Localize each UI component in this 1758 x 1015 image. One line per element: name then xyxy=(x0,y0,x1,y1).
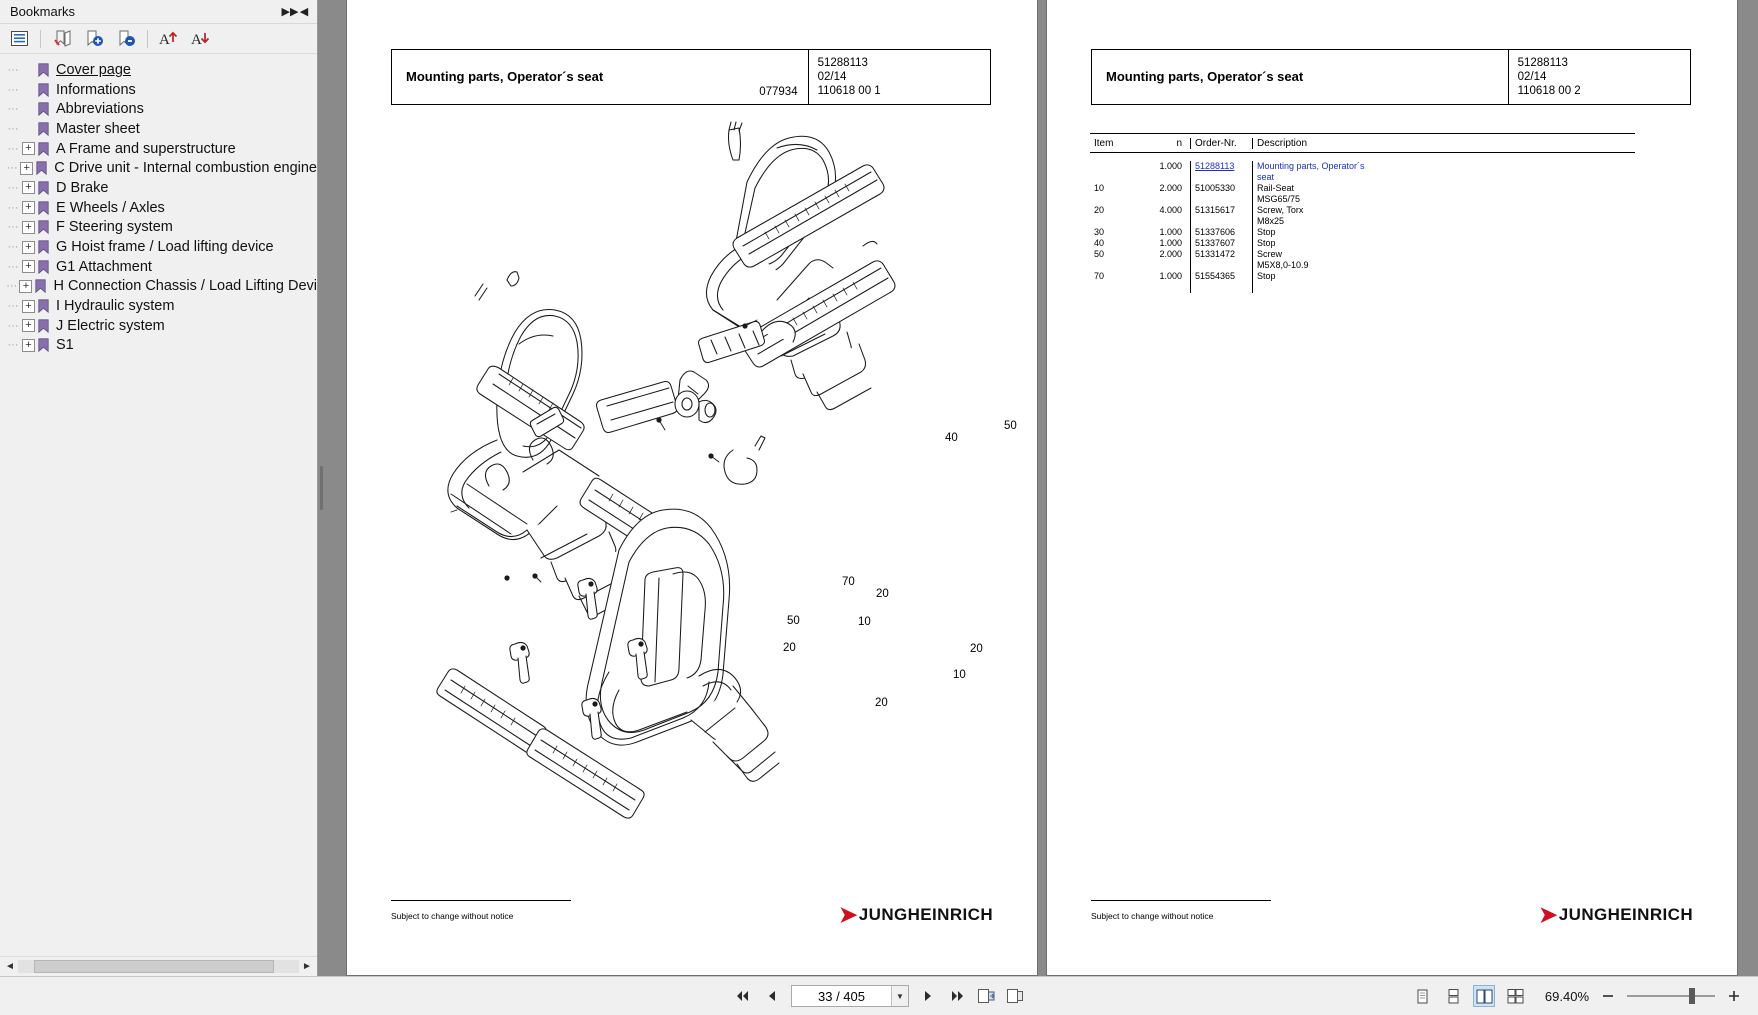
table-row[interactable] xyxy=(1090,183,1635,205)
logo-mark-icon: ➤ xyxy=(838,902,858,927)
page-number-input[interactable] xyxy=(791,985,909,1007)
cell-description: Screw xyxy=(1252,249,1635,260)
bookmark-icon xyxy=(38,201,49,215)
cell-spacer xyxy=(1190,260,1252,271)
tree-guide-dots: ··· xyxy=(7,63,19,76)
column-header-item: Item xyxy=(1094,137,1114,149)
first-page-icon[interactable] xyxy=(733,986,753,1006)
cell-spacer xyxy=(1090,194,1142,205)
parts-table-header xyxy=(1090,133,1635,153)
bookmark-label: G Hoist frame / Load lifting device xyxy=(56,239,274,256)
table-divider-2 xyxy=(1252,161,1253,293)
bookmark-item-2[interactable] xyxy=(0,99,317,119)
title-block-right xyxy=(1091,49,1691,105)
jungheinrich-logo-right xyxy=(1539,903,1693,925)
bookmark-label: Cover page xyxy=(56,61,131,78)
callout-50: 50 xyxy=(1004,420,1017,432)
scroll-track[interactable] xyxy=(18,960,299,973)
bookmark-label: E Wheels / Axles xyxy=(56,199,165,216)
title-block-date: 02/14 xyxy=(817,71,847,84)
double-chevron-right-icon[interactable]: ▶▶ xyxy=(281,6,299,18)
cell-item: 40 xyxy=(1094,238,1105,248)
scroll-left-arrow-icon[interactable]: ◄ xyxy=(5,961,15,972)
table-row[interactable] xyxy=(1090,161,1635,183)
tree-guide-dots: ··· xyxy=(7,300,19,313)
cell-order-nr: 51331472 xyxy=(1190,249,1252,260)
tree-guide-dots: ··· xyxy=(7,142,19,155)
bookmark-label: H Connection Chassis / Load Lifting Devi xyxy=(53,278,317,295)
bookmark-icon xyxy=(38,102,49,116)
tree-guide-dots: ··· xyxy=(7,260,19,273)
expand-toggle-icon[interactable]: + xyxy=(19,280,32,293)
cell-n: 1.000 xyxy=(1159,238,1182,248)
view-and-zoom-group xyxy=(1411,985,1744,1007)
cell-spacer xyxy=(1142,216,1190,227)
cell-item: 50 xyxy=(1094,249,1105,259)
cell-spacer xyxy=(1090,260,1142,271)
logo-text: JUNGHEINRICH xyxy=(1558,905,1693,924)
increase-text-size-icon[interactable] xyxy=(158,28,180,50)
footer-rule-left xyxy=(391,900,571,901)
panel-splitter[interactable] xyxy=(318,0,326,976)
zoom-slider-track xyxy=(1627,995,1715,997)
title-block-part-number: 51288113 xyxy=(817,57,868,69)
cell-description-line2: MSG65/75 xyxy=(1252,194,1635,205)
cell-order-nr[interactable]: 51288113 xyxy=(1190,161,1252,172)
title-block-name: Mounting parts, Operator´s seat xyxy=(1106,69,1304,84)
footer-note-left: Subject to change without notice xyxy=(391,911,514,921)
bookmark-icon xyxy=(38,142,49,156)
title-block-sheet: 110618 00 1 xyxy=(817,85,881,98)
bookmark-icon xyxy=(36,161,47,175)
title-block-date: 02/14 xyxy=(1517,71,1547,84)
bookmark-item-13[interactable] xyxy=(0,316,317,336)
bookmarks-panel xyxy=(0,0,318,976)
title-block-name: Mounting parts, Operator´s seat xyxy=(406,69,604,84)
expand-toggle-icon[interactable]: + xyxy=(22,142,35,155)
cell-description: Stop xyxy=(1252,227,1635,238)
tree-guide-dots: ··· xyxy=(7,201,19,214)
previous-page-icon[interactable] xyxy=(762,986,782,1006)
bookmark-label: A Frame and superstructure xyxy=(56,140,236,157)
svg-text:A: A xyxy=(158,32,170,48)
page-navigation-group xyxy=(733,985,1025,1007)
page-right[interactable] xyxy=(1047,0,1737,975)
bookmarks-panel-header xyxy=(0,0,317,24)
cell-n: 1.000 xyxy=(1159,271,1182,281)
zoom-level-value[interactable]: 69.40% xyxy=(1544,988,1589,1004)
cell-description: Stop xyxy=(1252,271,1635,282)
column-header-n: n xyxy=(1176,137,1182,149)
cell-description: Screw, Torx xyxy=(1252,205,1635,216)
callout-20-d: 20 xyxy=(875,697,888,709)
cell-description: Stop xyxy=(1252,238,1635,249)
bookmarks-tree[interactable] xyxy=(0,54,317,956)
bookmark-item-0[interactable] xyxy=(0,60,317,80)
cell-n: 1.000 xyxy=(1159,161,1182,171)
cell-description-line2: M5X8,0-10.9 xyxy=(1252,260,1635,271)
expand-toggle-icon[interactable]: + xyxy=(20,162,33,175)
bookmark-label: S1 xyxy=(56,337,74,354)
table-row[interactable] xyxy=(1090,227,1635,238)
table-row[interactable] xyxy=(1090,238,1635,249)
logo-mark-icon: ➤ xyxy=(1538,902,1558,927)
expand-toggle-icon[interactable]: + xyxy=(22,339,35,352)
bookmark-icon xyxy=(35,279,46,293)
cell-description: Rail-Seat xyxy=(1252,183,1635,194)
cell-spacer xyxy=(1142,172,1190,183)
bookmark-item-1[interactable] xyxy=(0,80,317,100)
bookmark-label: D Brake xyxy=(56,179,109,196)
cell-description: Mounting parts, Operator´s xyxy=(1252,161,1635,172)
bookmark-icon xyxy=(38,122,49,136)
bookmark-item-14[interactable] xyxy=(0,336,317,356)
find-bookmark-icon[interactable] xyxy=(51,28,73,50)
table-row[interactable] xyxy=(1090,205,1635,227)
scroll-thumb[interactable] xyxy=(34,960,274,973)
bookmark-icon xyxy=(38,240,49,254)
decrease-text-size-icon[interactable] xyxy=(190,28,212,50)
bookmark-item-9[interactable] xyxy=(0,237,317,257)
expand-toggle-icon[interactable]: + xyxy=(22,201,35,214)
bookmark-item-3[interactable] xyxy=(0,119,317,139)
document-viewport[interactable] xyxy=(326,0,1758,976)
cell-spacer xyxy=(1190,194,1252,205)
title-block-drawing-number: 077934 xyxy=(759,86,798,98)
bookmarks-horizontal-scrollbar[interactable] xyxy=(0,956,317,976)
bookmark-label: C Drive unit - Internal combustion engine xyxy=(54,160,317,177)
table-row[interactable] xyxy=(1090,249,1635,271)
next-page-icon[interactable] xyxy=(918,986,938,1006)
bookmark-icon xyxy=(38,63,49,77)
bookmark-label: F Steering system xyxy=(56,219,173,236)
tree-guide-dots: ··· xyxy=(7,319,19,332)
tree-guide-dots: ··· xyxy=(7,122,19,135)
svg-text:A: A xyxy=(190,32,202,48)
continuous-scroll-icon[interactable] xyxy=(1442,985,1464,1007)
list-options-icon[interactable] xyxy=(8,28,30,50)
bookmark-item-6[interactable] xyxy=(0,178,317,198)
cell-item: 70 xyxy=(1094,271,1105,281)
toolbar-divider-2 xyxy=(147,30,148,48)
jungheinrich-logo-left xyxy=(839,903,993,925)
tree-guide-dots: ··· xyxy=(7,241,19,254)
page-left[interactable] xyxy=(347,0,1037,975)
cell-order-nr: 51005330 xyxy=(1190,183,1252,194)
bookmark-item-11[interactable] xyxy=(0,277,317,297)
last-page-icon[interactable] xyxy=(947,986,967,1006)
bookmark-item-8[interactable] xyxy=(0,218,317,238)
cell-n: 2.000 xyxy=(1159,183,1182,193)
single-page-view-icon[interactable] xyxy=(1411,985,1433,1007)
title-block-part-number: 51288113 xyxy=(1517,57,1568,69)
bookmark-icon xyxy=(38,220,49,234)
parts-table xyxy=(1090,133,1635,282)
callout-10-a: 10 xyxy=(858,616,871,628)
table-divider-1 xyxy=(1190,161,1191,293)
callout-20-c: 20 xyxy=(970,643,983,655)
tree-guide-dots: ··· xyxy=(7,181,19,194)
cell-spacer xyxy=(1142,194,1190,205)
toolbar-divider xyxy=(40,30,41,48)
cell-n: 1.000 xyxy=(1159,227,1182,237)
zoom-slider[interactable] xyxy=(1627,988,1715,1004)
expand-toggle-icon[interactable]: + xyxy=(22,260,35,273)
bookmark-icon xyxy=(38,299,49,313)
two-page-scroll-icon[interactable] xyxy=(1504,985,1526,1007)
tree-guide-dots: ··· xyxy=(6,280,18,293)
cell-spacer xyxy=(1090,216,1142,227)
bookmark-label: J Electric system xyxy=(56,317,165,334)
tree-guide-dots: ··· xyxy=(6,162,18,175)
bookmark-label: G1 Attachment xyxy=(56,258,152,275)
page-number-value: 33 / 405 xyxy=(818,988,865,1004)
logo-text: JUNGHEINRICH xyxy=(858,905,993,924)
bookmark-icon xyxy=(38,260,49,274)
callout-50-b: 50 xyxy=(787,615,800,627)
title-block-sheet: 110618 00 2 xyxy=(1517,85,1581,98)
callout-20-a: 20 xyxy=(876,588,889,600)
bookmark-icon xyxy=(38,338,49,352)
zoom-slider-thumb[interactable] xyxy=(1689,988,1695,1004)
bookmark-item-7[interactable] xyxy=(0,198,317,218)
expand-toggle-icon[interactable]: + xyxy=(22,319,35,332)
bookmark-item-12[interactable] xyxy=(0,296,317,316)
two-page-view-icon[interactable] xyxy=(1473,985,1495,1007)
bookmark-icon xyxy=(38,319,49,333)
zoom-out-icon[interactable] xyxy=(1598,986,1618,1006)
cell-n: 4.000 xyxy=(1159,205,1182,215)
cell-item xyxy=(1090,161,1142,172)
new-bookmark-icon[interactable] xyxy=(83,28,105,50)
parts-table-body xyxy=(1090,161,1635,282)
cell-item: 20 xyxy=(1094,205,1105,215)
callout-70: 70 xyxy=(842,576,855,588)
chevron-left-icon[interactable]: ◀ xyxy=(299,6,309,18)
bookmark-label: Informations xyxy=(56,81,136,98)
zoom-in-icon[interactable] xyxy=(1724,986,1744,1006)
bookmarks-toolbar xyxy=(0,24,317,54)
bookmark-item-10[interactable] xyxy=(0,257,317,277)
fit-width-icon[interactable] xyxy=(1005,986,1025,1006)
tree-guide-dots: ··· xyxy=(7,339,19,352)
tree-guide-dots: ··· xyxy=(7,103,19,116)
cell-order-nr: 51315617 xyxy=(1190,205,1252,216)
cell-description-line2: M8x25 xyxy=(1252,216,1635,227)
bottom-toolbar xyxy=(0,976,1758,1015)
cell-order-nr: 51337607 xyxy=(1190,238,1252,249)
tree-guide-dots: ··· xyxy=(7,221,19,234)
column-header-description: Description xyxy=(1252,138,1635,149)
bookmark-label: Abbreviations xyxy=(56,101,144,118)
callout-10-b: 10 xyxy=(953,669,966,681)
page-container xyxy=(347,0,1737,975)
callout-20-b: 20 xyxy=(783,642,796,654)
expand-toggle-icon[interactable]: + xyxy=(22,221,35,234)
expand-toggle-icon[interactable]: + xyxy=(22,181,35,194)
cell-order-nr: 51337606 xyxy=(1190,227,1252,238)
delete-bookmark-icon[interactable] xyxy=(115,28,137,50)
bookmark-icon xyxy=(38,83,49,97)
expand-toggle-icon[interactable]: + xyxy=(22,300,35,313)
footer-rule-right xyxy=(1091,900,1271,901)
cell-spacer xyxy=(1142,260,1190,271)
bookmarks-title: Bookmarks xyxy=(10,4,76,19)
bookmark-label: I Hydraulic system xyxy=(56,298,175,315)
expand-toggle-icon[interactable]: + xyxy=(22,241,35,254)
bookmark-item-4[interactable] xyxy=(0,139,317,159)
tree-guide-dots: ··· xyxy=(7,83,19,96)
cell-spacer xyxy=(1190,172,1252,183)
scroll-right-arrow-icon[interactable]: ► xyxy=(302,961,312,972)
exploded-assembly-drawing xyxy=(347,110,1037,790)
column-header-order-nr: Order-Nr. xyxy=(1190,138,1252,149)
cell-description-line2: seat xyxy=(1252,172,1635,183)
cell-item: 30 xyxy=(1094,227,1105,237)
footer-note-right: Subject to change without notice xyxy=(1091,911,1214,921)
chevron-down-icon[interactable]: ▼ xyxy=(891,986,908,1006)
bookmark-label: Master sheet xyxy=(56,120,140,137)
cell-n: 2.000 xyxy=(1159,249,1182,259)
cell-spacer xyxy=(1190,216,1252,227)
title-block-left xyxy=(391,49,991,105)
cell-item: 10 xyxy=(1094,183,1105,193)
cell-order-nr: 51554365 xyxy=(1190,271,1252,282)
fit-page-icon[interactable] xyxy=(976,986,996,1006)
cell-spacer xyxy=(1090,172,1142,183)
callout-40: 40 xyxy=(945,432,958,444)
table-row[interactable] xyxy=(1090,271,1635,282)
bookmark-icon xyxy=(38,181,49,195)
bookmark-item-5[interactable] xyxy=(0,158,317,178)
